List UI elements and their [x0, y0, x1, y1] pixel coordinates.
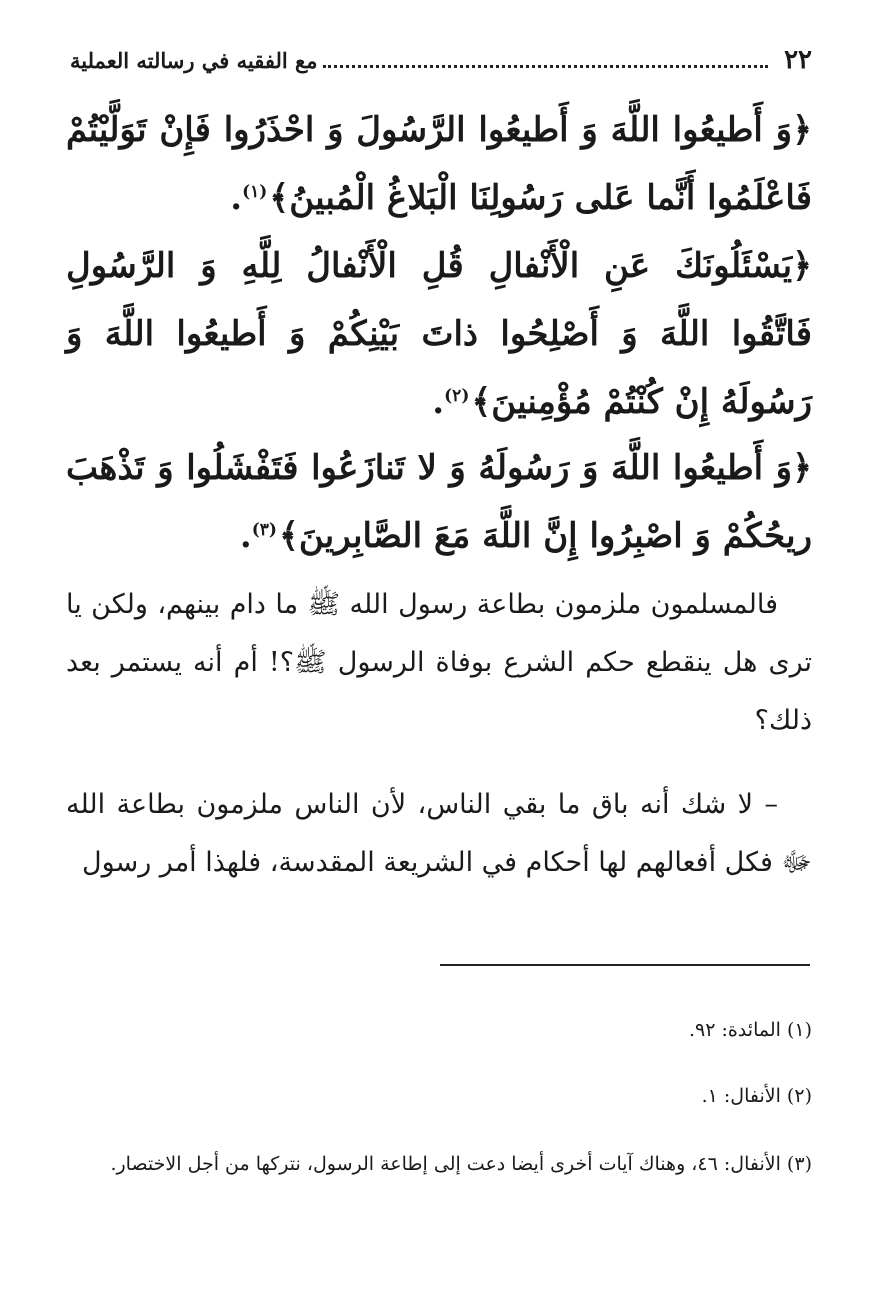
- paragraph-text: – لا شك أنه باق ما بقي الناس، لأن الناس ملزمون بطاعة الله ﷻ فكل أفعالهم لها أحكام في الشريعة المقدسة، فلهذا أمر رسول: [66, 789, 812, 878]
- verse-text: ﴿وَ أَطيعُوا اللَّهَ وَ رَسُولَهُ وَ لا تَنازَعُوا فَتَفْشَلُوا وَ تَذْهَبَ ريحُكُمْ وَ اصْبِرُوا إِنَّ اللَّهَ مَعَ الصَّابِرينَ﴾: [66, 448, 812, 556]
- running-title: مع الفقيه في رسالته العملية: [70, 47, 318, 73]
- footnote-ref-3[interactable]: (٣): [251, 519, 277, 540]
- footnote-separator: [440, 964, 810, 966]
- verse-tail: .: [432, 382, 445, 422]
- body-paragraph-2: [66, 776, 812, 892]
- page-number: ٢٢: [784, 45, 812, 75]
- body-paragraph-1: [66, 576, 812, 750]
- quran-verse-3: [66, 434, 812, 570]
- footnote-2: (٢) الأنفال: ١.: [701, 1085, 812, 1107]
- verse-text: ﴿وَ أَطيعُوا اللَّهَ وَ أَطيعُوا الرَّسُولَ وَ احْذَرُوا فَإِنْ تَوَلَّيْتُمْ فَاعْلَمُوا أَنَّما عَلى رَسُولِنَا الْبَلاغُ الْمُبينُ﴾: [66, 110, 812, 218]
- verse-tail: .: [230, 178, 243, 218]
- verse-tail: .: [239, 516, 252, 556]
- footnote-ref-1[interactable]: (١): [242, 181, 268, 202]
- quran-verse-1: [66, 96, 812, 232]
- footnote-1: (١) المائدة: ٩٢.: [688, 1019, 812, 1041]
- header-dot-leader: [323, 65, 768, 68]
- running-header: [70, 40, 812, 80]
- footnote-ref-2[interactable]: (٢): [444, 385, 470, 406]
- quran-verse-2: [66, 232, 812, 436]
- paragraph-text: فالمسلمون ملزمون بطاعة رسول الله ﷺ ما دام بينهم، ولكن يا ترى هل ينقطع حكم الشرع بوفاة الرسول ﷺ؟! أم أنه يستمر بعد ذلك؟: [66, 589, 812, 736]
- verse-text: ﴿يَسْئَلُونَكَ عَنِ الْأَنْفالِ قُلِ الْأَنْفالُ لِلَّهِ وَ الرَّسُولِ فَاتَّقُوا اللَّهَ وَ أَصْلِحُوا ذاتَ بَيْنِكُمْ وَ أَطيعُوا اللَّهَ وَ رَسُولَهُ إِنْ كُنْتُمْ مُؤْمِنينَ﴾: [66, 246, 812, 422]
- footnote-3: (٣) الأنفال: ٤٦، وهناك آيات أخرى أيضا دعت إلى إطاعة الرسول، نتركها من أجل الاختصار.: [110, 1153, 812, 1175]
